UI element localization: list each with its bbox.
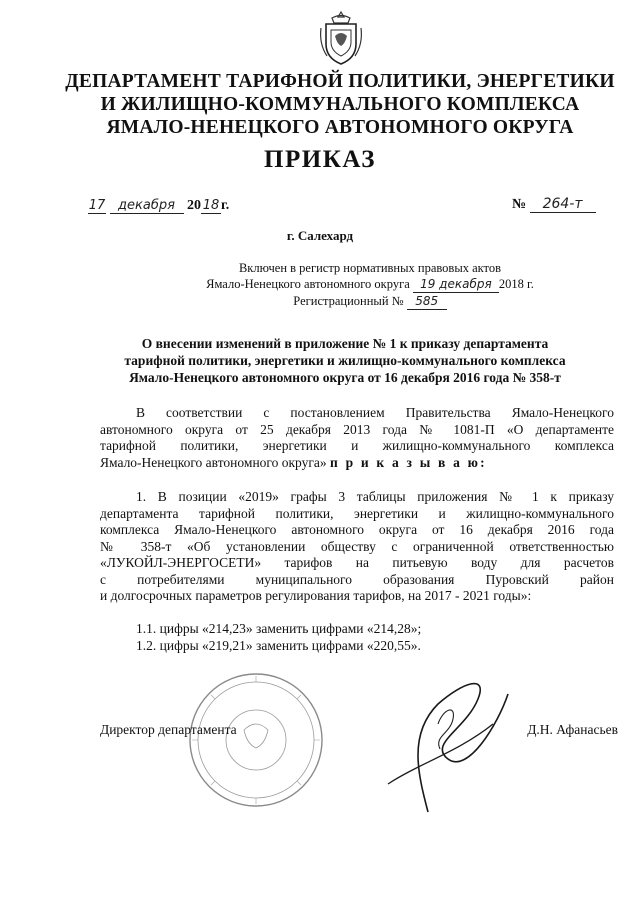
- department-name: [60, 70, 620, 139]
- subject-line-2: тарифной политики, энергетики и жилищно-коммунального комплекса: [124, 353, 566, 368]
- registry-year: 2018 г.: [498, 277, 534, 291]
- number-sign: №: [512, 197, 527, 212]
- clause-line: «ЛУКОЙЛ-ЭНЕРГОСЕТИ» тарифов на питьевую воду для расчетов: [100, 555, 614, 570]
- registry-line-3: [190, 293, 550, 310]
- handwritten-month: декабря: [110, 198, 184, 214]
- clause-line: с потребителями муниципального образования Пуровский район: [100, 571, 614, 587]
- registry-line-2: [190, 276, 550, 293]
- clause-line: и долгосрочных параметров регулирования тарифов, на 2017 - 2021 годы»:: [100, 588, 532, 603]
- subject-line-1: О внесении изменений в приложение № 1 к приказу департамента: [141, 336, 549, 351]
- registry-number-label: Регистрационный №: [293, 294, 404, 308]
- preamble-paragraph: [100, 405, 614, 471]
- clause-line: 1. В позиции «2019» графы 3 таблицы приложения № 1 к приказу: [136, 489, 614, 504]
- order-number: [512, 196, 596, 213]
- date-suffix: г.: [221, 198, 230, 213]
- subitem-1-1: 1.1. цифры «214,23» заменить цифрами «214,28»;: [136, 621, 422, 636]
- document-type-title: ПРИКАЗ: [264, 146, 376, 173]
- department-line-3: ЯМАЛО-НЕНЕЦКОГО АВТОНОМНОГО ОКРУГА: [106, 117, 574, 138]
- official-seal-stamp: [186, 670, 326, 810]
- order-subject: [90, 335, 600, 386]
- preamble-line: тарифной политики, энергетики и жилищно-коммунального комплекса: [100, 438, 614, 453]
- preamble-line: В соответствии с постановлением Правительства Ямало-Ненецкого: [136, 405, 614, 420]
- date-century: 20: [187, 198, 201, 213]
- handwritten-year: 18: [202, 198, 220, 213]
- subject-line-3: Ямало-Ненецкого автономного округа от 16 декабря 2016 года № 358-т: [129, 370, 561, 385]
- clause-subitems: [136, 620, 421, 654]
- signatory-name: Д.Н. Афанасьев: [527, 722, 618, 737]
- clause-1-paragraph: [100, 489, 614, 605]
- order-date: [88, 198, 229, 214]
- department-line-1: ДЕПАРТАМЕНТ ТАРИФНОЙ ПОЛИТИКИ, ЭНЕРГЕТИКИ: [65, 71, 615, 92]
- coat-of-arms-emblem: [318, 10, 364, 68]
- department-line-2: И ЖИЛИЩНО-КОММУНАЛЬНОГО КОМПЛЕКСА: [100, 94, 580, 115]
- handwritten-registry-number: 585: [407, 293, 447, 310]
- subitem-1-2: 1.2. цифры «219,21» заменить цифрами «220,55».: [136, 638, 421, 653]
- registry-note: [190, 260, 550, 310]
- handwritten-number: 264-т: [530, 196, 596, 213]
- clause-line: комплекса Ямало-Ненецкого автономного округа от 16 декабря 2016 года: [100, 522, 614, 537]
- handwritten-day: 17: [88, 198, 106, 213]
- handwritten-signature: [368, 664, 514, 814]
- preamble-line: Ямало-Ненецкого автономного округа» п р и к а з ы в а ю:: [100, 454, 487, 470]
- registry-region: Ямало-Ненецкого автономного округа: [206, 277, 410, 291]
- preamble-line: автономного округа от 25 декабря 2013 года № 1081-П «О департаменте: [100, 421, 614, 437]
- registry-line-1: Включен в регистр нормативных правовых актов: [238, 261, 502, 275]
- clause-line: № 358-т «Об установлении обществу с ограниченной ответственностью: [100, 538, 614, 554]
- handwritten-registry-date: 19 декабря: [413, 276, 499, 293]
- order-verb: п р и к а з ы в а ю:: [330, 454, 487, 470]
- clause-line: департамента тарифной политики, энергетики и жилищно-коммунального: [100, 505, 614, 521]
- city: г. Салехард: [286, 228, 354, 243]
- signatory-position: Директор департамента: [100, 722, 237, 737]
